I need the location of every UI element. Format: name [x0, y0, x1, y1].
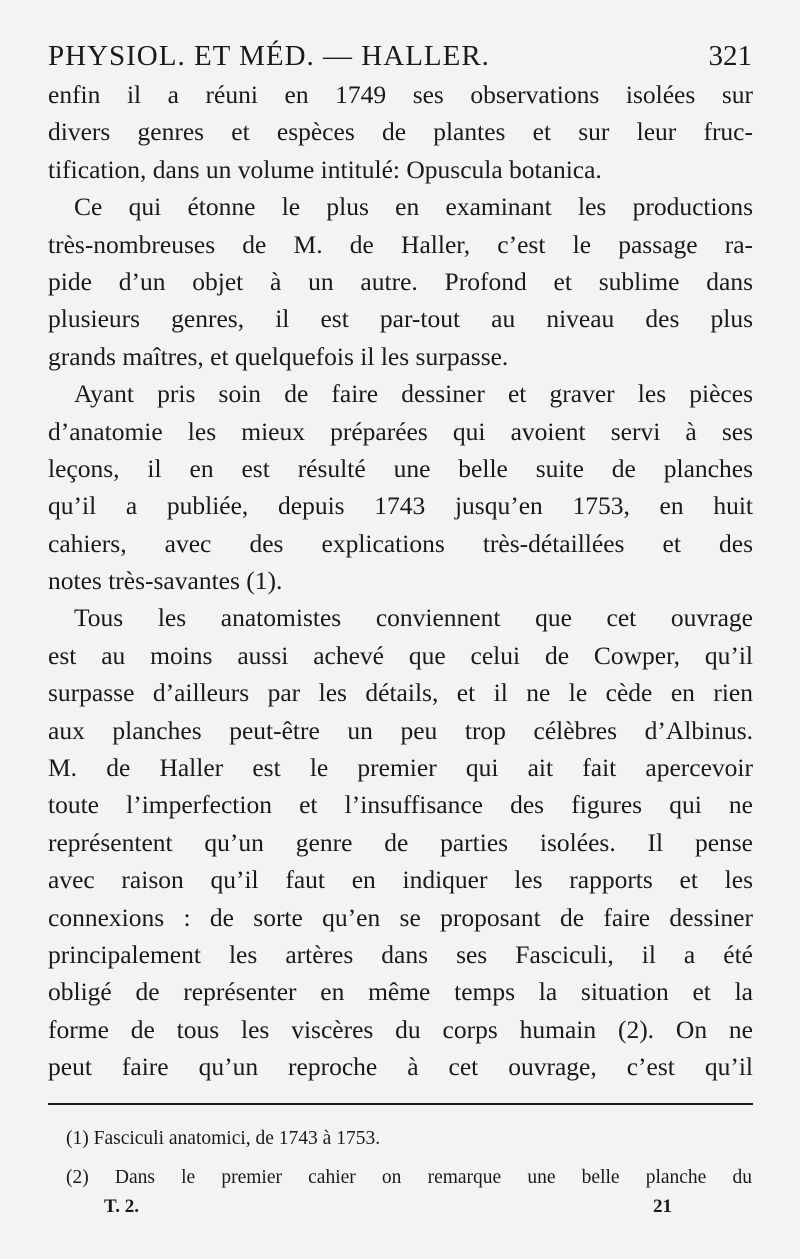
footnote-rule [48, 1103, 753, 1105]
volume-signature: T. 2. [104, 1196, 140, 1217]
text-line: M. de Haller est le premier qui ait fait apercevoir [48, 753, 753, 783]
text-line: divers genres et espèces de plantes et sur leur fruc- [48, 117, 753, 147]
page-number: 321 [708, 40, 752, 72]
text-line: obligé de représenter en même temps la situation et la [48, 977, 753, 1007]
text-line: aux planches peut-être un peu trop célèbres d’Albinus. [48, 715, 753, 745]
text-line: grands maîtres, et quelquefois il les surpasse. [48, 341, 509, 371]
text-line: représentent qu’un genre de parties isolées. Il pense [48, 827, 753, 857]
text-line: Tous les anatomistes conviennent que cet ouvrage [74, 603, 753, 633]
text-line: forme de tous les viscères du corps humain (2). On ne [48, 1014, 753, 1044]
text-line: très-nombreuses de M. de Haller, c’est le passage ra- [48, 229, 753, 259]
sheet-number: 21 [653, 1196, 672, 1217]
page-footer [104, 1196, 672, 1218]
running-title: PHYSIOL. ET MÉD. — HALLER. [48, 40, 490, 72]
text-line: enfin il a réuni en 1749 ses observations isolées sur [48, 80, 753, 109]
footnote: (1) Fasciculi anatomici, de 1743 à 1753. [66, 1128, 381, 1149]
text-line: Ayant pris soin de faire dessiner et graver les pièces [74, 379, 753, 409]
body-text [48, 76, 753, 1086]
text-line: toute l’imperfection et l’insuffisance des figures qui ne [48, 790, 753, 820]
text-line: avec raison qu’il faut en indiquer les rapports et les [48, 865, 753, 895]
text-line: connexions : de sorte qu’en se proposant de faire dessiner [48, 902, 753, 932]
text-line: pide d’un objet à un autre. Profond et sublime dans [48, 266, 753, 296]
text-line: surpasse d’ailleurs par les détails, et il ne le cède en rien [48, 678, 753, 708]
text-line: peut faire qu’un reproche à cet ouvrage, c’est qu’il [48, 1052, 753, 1082]
text-line: d’anatomie les mieux préparées qui avoient servi à ses [48, 416, 753, 446]
text-line: tification, dans un volume intitulé: Opuscula botanica. [48, 154, 602, 184]
text-line: notes très-savantes (1). [48, 566, 283, 596]
text-line: Ce qui étonne le plus en examinant les productions [74, 192, 753, 222]
text-line: est au moins aussi achevé que celui de Cowper, qu’il [48, 640, 753, 670]
text-line: cahiers, avec des explications très-détaillées et des [48, 528, 753, 558]
text-line: leçons, il en est résulté une belle suite de planches [48, 453, 753, 483]
footnotes [66, 1119, 752, 1197]
text-line: qu’il a publiée, depuis 1743 jusqu’en 1753, en huit [48, 491, 753, 521]
text-line: plusieurs genres, il est par-tout au niveau des plus [48, 304, 753, 334]
running-head [48, 40, 760, 80]
footnote: (2) Dans le premier cahier on remarque une belle planche du [66, 1167, 752, 1188]
text-line: principalement les artères dans ses Fasciculi, il a été [48, 939, 753, 969]
